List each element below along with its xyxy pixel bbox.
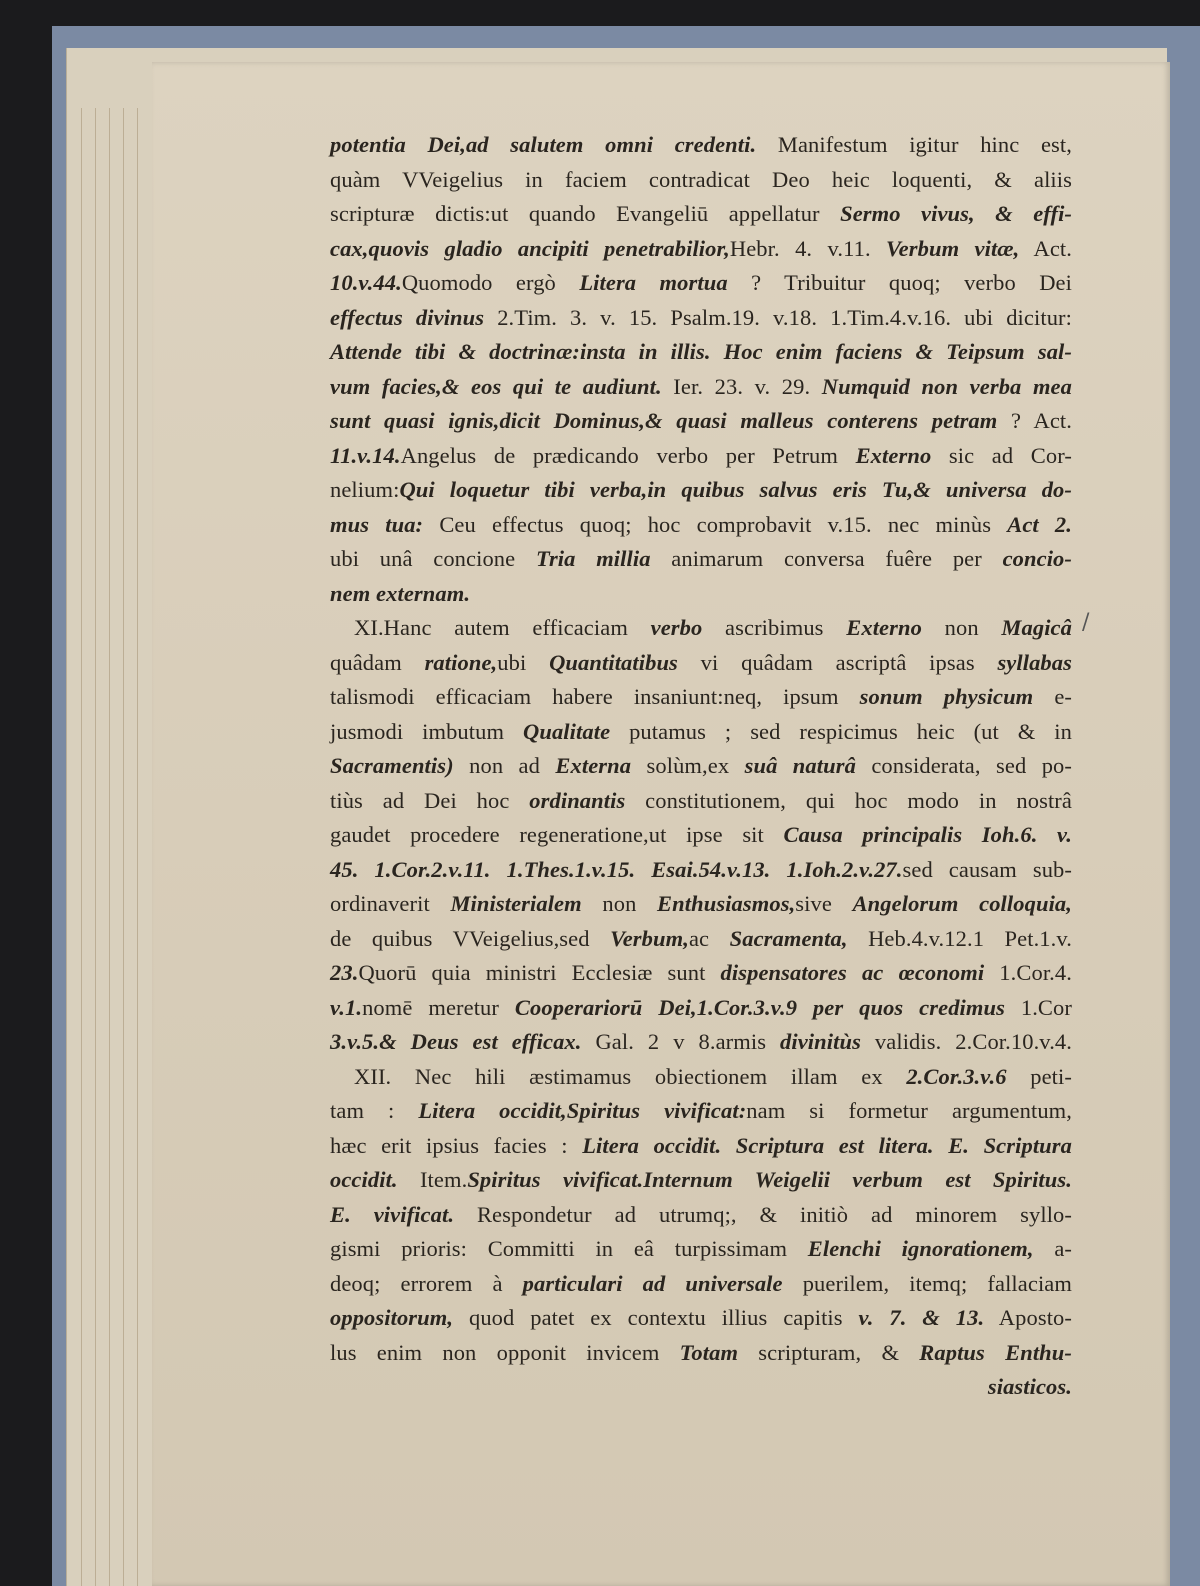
italic-text-segment: Sacramentis) — [330, 753, 454, 778]
italic-text-segment: ratione, — [424, 649, 498, 675]
text-line — [330, 1232, 1072, 1267]
text-segment: tam : — [330, 1098, 419, 1123]
italic-text-segment: suâ naturâ — [744, 753, 856, 778]
italic-text-segment: dispensatores ac œconomi — [720, 960, 985, 985]
italic-text-segment: Causa principalis Ioh.6. v. — [783, 822, 1072, 847]
text-line — [330, 887, 1072, 922]
page-text-block — [330, 128, 1072, 1405]
text-segment: 2.Tim. 3. v. 15. Psalm.19. v.18. 1.Tim.4.v.16. ubi dicitur: — [484, 304, 1072, 330]
italic-text-segment: verbo — [650, 615, 703, 640]
italic-text-segment: sonum physicum — [859, 684, 1034, 709]
italic-text-segment: v.1. — [330, 994, 363, 1020]
text-segment: gaudet procedere regeneratione,ut ipse sit — [330, 822, 784, 847]
italic-text-segment: Cooperariorū Dei,1.Cor.3.v.9 per quos credimus — [514, 994, 1005, 1020]
text-line — [330, 611, 1072, 646]
italic-text-segment: syllabas — [997, 649, 1072, 675]
text-segment: Act. — [1019, 235, 1072, 261]
text-segment: Angelus de prædicando verbo per Petrum — [400, 442, 856, 468]
italic-text-segment: oppositorum, — [330, 1305, 454, 1330]
text-segment: Ceu effectus quoq; hoc comprobavit v.15. nec minùs — [423, 511, 1008, 537]
italic-text-segment: Qualitate — [523, 718, 611, 744]
text-segment: lus enim non opponit invicem — [330, 1339, 680, 1365]
text-segment: 1.Cor — [1004, 994, 1072, 1020]
text-segment: nam si formetur argumentum, — [746, 1098, 1072, 1123]
text-line — [330, 680, 1072, 715]
italic-text-segment: particulari ad universale — [522, 1270, 783, 1296]
italic-text-segment: occidit. — [330, 1167, 398, 1192]
text-segment: ? Tribuitur quoq; verbo Dei — [727, 270, 1072, 295]
text-segment: sed causam sub- — [902, 856, 1072, 882]
italic-text-segment: 10.v.44. — [330, 270, 402, 295]
italic-text-segment: vum facies,& eos qui te audiunt. — [330, 373, 662, 399]
text-segment: 1.Cor.4. — [984, 960, 1072, 985]
italic-text-segment: Litera occidit,Spiritus vivificat: — [418, 1098, 747, 1123]
italic-text-segment: concio- — [1002, 546, 1072, 571]
text-segment: de quibus VVeigelius,sed — [330, 925, 611, 951]
italic-text-segment: Quantitatibus — [549, 649, 678, 675]
text-line — [330, 1370, 1072, 1405]
text-line — [330, 1060, 1072, 1095]
text-segment: ubi unâ concione — [330, 546, 536, 571]
text-segment: a- — [1033, 1236, 1072, 1261]
italic-text-segment: 23. — [330, 960, 359, 985]
text-segment: scripturam, & — [738, 1339, 920, 1365]
italic-text-segment: sunt quasi ignis,dicit Dominus,& quasi malleus conterens petram — [330, 408, 998, 433]
text-segment: quod patet ex contextu illius capitis — [453, 1305, 859, 1330]
text-line — [330, 577, 1072, 612]
text-segment: XII. Nec hili æstimamus obiectionem illam ex — [354, 1063, 907, 1089]
italic-text-segment: 11.v.14. — [330, 442, 401, 468]
text-line — [330, 508, 1072, 543]
text-segment: validis. 2.Cor.10.v.4. — [860, 1029, 1072, 1054]
text-segment: ordinaverit — [330, 891, 451, 916]
text-line — [330, 646, 1072, 681]
text-line — [330, 715, 1072, 750]
text-line — [330, 922, 1072, 957]
text-segment: ubi — [497, 649, 550, 675]
text-segment: nelium: — [330, 477, 400, 502]
text-segment: Ier. 23. v. 29. — [661, 373, 822, 399]
text-line — [330, 439, 1072, 474]
text-segment: jusmodi imbutum — [330, 718, 523, 744]
italic-text-segment: ordinantis — [529, 787, 626, 813]
italic-text-segment: Sacramenta, — [729, 925, 848, 951]
text-line — [330, 232, 1072, 267]
text-line — [330, 784, 1072, 819]
text-line — [330, 818, 1072, 853]
text-line — [330, 266, 1072, 301]
italic-text-segment: E. vivificat. — [330, 1201, 455, 1227]
italic-text-segment: Verbum vitæ, — [886, 235, 1020, 261]
italic-text-segment: potentia Dei,ad salutem omni credenti. — [330, 132, 757, 157]
italic-text-segment: Externo — [846, 615, 922, 640]
italic-text-segment: v. 7. & 13. — [858, 1305, 985, 1330]
text-segment: peti- — [1006, 1063, 1072, 1089]
text-line — [330, 1163, 1072, 1198]
text-line — [330, 163, 1072, 198]
text-segment: non — [581, 891, 658, 916]
text-segment: vi quâdam ascriptâ ipsas — [677, 649, 998, 675]
text-line — [330, 370, 1072, 405]
italic-text-segment: Sermo vivus, & effi- — [840, 201, 1073, 226]
text-line — [330, 1129, 1072, 1164]
text-segment: putamus ; sed respicimus heic (ut & in — [610, 718, 1072, 744]
italic-text-segment: 3.v.5.& Deus est efficax. — [330, 1029, 582, 1054]
text-line — [330, 1267, 1072, 1302]
text-segment: considerata, sed po- — [855, 753, 1072, 778]
text-segment: Aposto- — [984, 1305, 1072, 1330]
italic-text-segment: Elenchi ignorationem, — [807, 1236, 1034, 1261]
italic-text-segment: effectus divinus — [330, 304, 485, 330]
text-segment: nomē meretur — [362, 994, 515, 1020]
text-line — [330, 956, 1072, 991]
text-segment: Heb.4.v.12.1 Pet.1.v. — [847, 925, 1072, 951]
text-line — [330, 1094, 1072, 1129]
text-segment: Item. — [397, 1167, 468, 1192]
text-segment: gismi prioris: Committi in eâ turpissimam — [330, 1236, 808, 1261]
italic-text-segment: Litera occidit. Scriptura est litera. E. Scriptura — [582, 1132, 1072, 1158]
text-segment: XI.Hanc autem efficaciam — [354, 615, 651, 640]
italic-text-segment: Qui loquetur tibi verba,in quibus salvus eris Tu,& universa do- — [399, 477, 1072, 502]
italic-text-segment: 2.Cor.3.v.6 — [906, 1063, 1007, 1089]
italic-text-segment: Externo — [855, 442, 932, 468]
italic-text-segment: Externa — [555, 753, 632, 778]
text-line — [330, 473, 1072, 508]
italic-text-segment: Raptus Enthu- — [919, 1339, 1072, 1365]
text-line — [330, 1198, 1072, 1233]
text-segment: ac — [688, 925, 730, 951]
text-segment: Quorū quia ministri Ecclesiæ sunt — [358, 960, 721, 985]
italic-text-segment: siasticos. — [987, 1374, 1072, 1399]
text-line — [330, 749, 1072, 784]
text-line — [330, 335, 1072, 370]
italic-text-segment: Attende tibi & doctrinæ:insta in illis. Hoc enim faciens & Teipsum sal- — [330, 339, 1072, 364]
italic-text-segment: Enthusiasmos, — [657, 891, 796, 916]
italic-text-segment: mus tua: — [330, 511, 424, 537]
text-segment: ascribimus — [702, 615, 847, 640]
italic-text-segment: Litera mortua — [579, 270, 728, 295]
text-segment: hæc erit ipsius facies : — [330, 1132, 583, 1158]
text-segment: Quomodo ergò — [401, 270, 580, 295]
text-segment: talismodi efficaciam habere insaniunt:neq, ipsum — [330, 684, 860, 709]
text-line — [330, 991, 1072, 1026]
italic-text-segment: Magicâ — [1001, 615, 1072, 640]
text-segment: non — [921, 615, 1002, 640]
italic-text-segment: Verbum, — [610, 925, 689, 951]
text-segment: quâdam — [330, 649, 425, 675]
text-line — [330, 404, 1072, 439]
text-segment: Hebr. 4. v.11. — [729, 235, 887, 261]
text-segment: e- — [1033, 684, 1073, 709]
text-segment: animarum conversa fuêre per — [650, 546, 1003, 571]
italic-text-segment: Angelorum colloquia, — [852, 891, 1072, 916]
text-segment: Manifestum igitur hinc est, — [756, 132, 1072, 157]
italic-text-segment: cax,quovis gladio ancipiti penetrabilior, — [330, 235, 730, 261]
text-segment: sive — [795, 891, 853, 916]
italic-text-segment: Act 2. — [1007, 511, 1073, 537]
text-line — [330, 1025, 1072, 1060]
italic-text-segment: divinitùs — [780, 1029, 861, 1054]
text-line — [330, 197, 1072, 232]
text-segment: deoq; errorem à — [330, 1270, 523, 1296]
italic-text-segment: Numquid non verba mea — [821, 373, 1072, 399]
italic-text-segment: Tria millia — [535, 546, 651, 571]
text-line — [330, 1301, 1072, 1336]
text-line — [330, 301, 1072, 336]
text-segment: scripturæ dictis:ut quando Evangeliū appellatur — [330, 201, 841, 226]
text-line — [330, 853, 1072, 888]
text-line — [330, 542, 1072, 577]
italic-text-segment: Spiritus vivificat.Internum Weigelii verbum est Spiritus. — [467, 1167, 1072, 1192]
text-segment: Gal. 2 v 8.armis — [581, 1029, 781, 1054]
text-line — [330, 128, 1072, 163]
italic-text-segment: nem externam. — [330, 580, 471, 606]
text-segment: solùm,ex — [631, 753, 745, 778]
text-segment: Respondetur ad utrumq;, & initiò ad minorem syllo- — [454, 1201, 1073, 1227]
text-segment: tiùs ad Dei hoc — [330, 787, 530, 813]
text-line — [330, 1336, 1072, 1371]
text-segment: quàm VVeigelius in faciem contradicat Deo heic loquenti, & aliis — [330, 166, 1072, 192]
italic-text-segment: Ministerialem — [450, 891, 582, 916]
italic-text-segment: 45. 1.Cor.2.v.11. 1.Thes.1.v.15. Esai.54.v.13. 1.Ioh.2.v.27. — [330, 856, 903, 882]
text-segment: ? Act. — [997, 408, 1072, 433]
text-segment: puerilem, itemq; fallaciam — [782, 1270, 1072, 1296]
italic-text-segment: Totam — [679, 1339, 739, 1365]
text-segment: non ad — [453, 753, 556, 778]
text-segment: constitutionem, qui hoc modo in nostrâ — [625, 787, 1072, 813]
text-segment: sic ad Cor- — [931, 442, 1072, 468]
margin-mark-slash: / — [1082, 610, 1090, 635]
